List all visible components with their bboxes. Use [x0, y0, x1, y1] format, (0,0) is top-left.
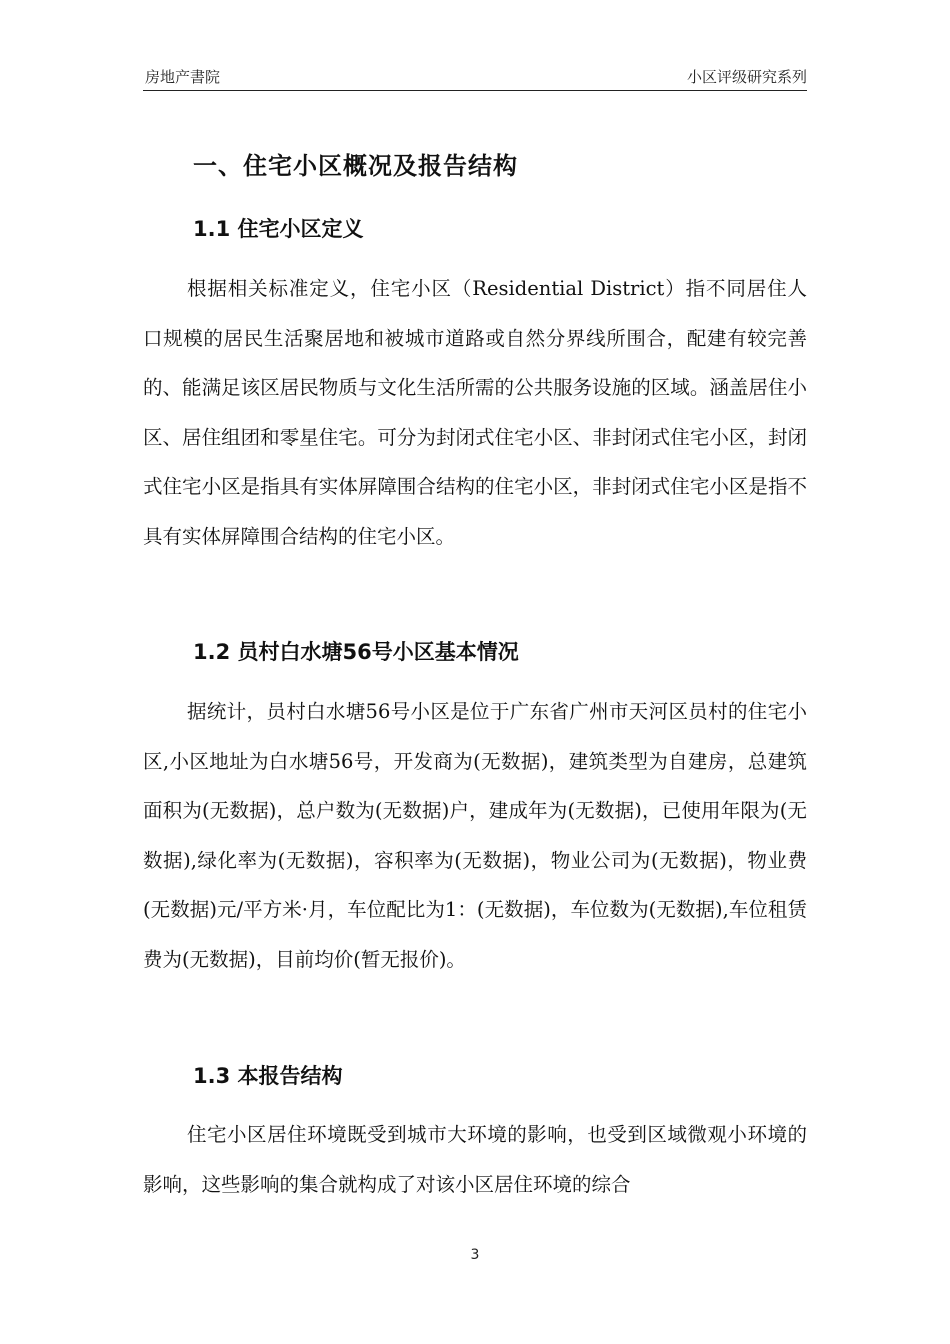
header-series-title: 小区评级研究系列 — [686, 68, 807, 86]
page-header — [143, 62, 807, 91]
subsection-1-2-title: 1.2 员村白水塘56号小区基本情况 — [193, 640, 519, 664]
page-number: 3 — [470, 1247, 480, 1263]
subsection-1-1-title: 1.1 住宅小区定义 — [193, 217, 364, 241]
subsection-1-3-title: 1.3 本报告结构 — [193, 1064, 343, 1088]
subsection-1-2-paragraph: 据统计，员村白水塘56号小区是位于广东省广州市天河区员村的住宅小区,小区地址为白水塘56号，开发商为(无数据)，建筑类型为自建房，总建筑面积为(无数据)，总户数为(无数据)户，建成年为(无数据)，已使用年限为(无数据),绿化率为(无数据)，容积率为(无数据)，物业公司为(无数据)，物业费(无数据)元/平方米·月，车位配比为1：(无数据)，车位数为(无数据),车位租赁费为(无数据)，目前均价(暂无报价)。 — [143, 700, 807, 971]
subsection-1-1-paragraph: 根据相关标准定义，住宅小区（Residential District）指不同居住人口规模的居民生活聚居地和被城市道路或自然分界线所围合，配建有较完善的、能满足该区居民物质与文化生活所需的公共服务设施的区域。涵盖居住小区、居住组团和零星住宅。可分为封闭式住宅小区、非封闭式住宅小区，封闭式住宅小区是指具有实体屏障围合结构的住宅小区，非封闭式住宅小区是指不具有实体屏障围合结构的住宅小区。 — [143, 277, 807, 548]
subsection-1-3-paragraph: 住宅小区居住环境既受到城市大环境的影响，也受到区域微观小环境的影响，这些影响的集合就构成了对该小区居住环境的综合 — [143, 1123, 807, 1196]
section-title: 一、住宅小区概况及报告结构 — [193, 152, 518, 180]
header-publisher: 房地产書院 — [145, 68, 221, 86]
